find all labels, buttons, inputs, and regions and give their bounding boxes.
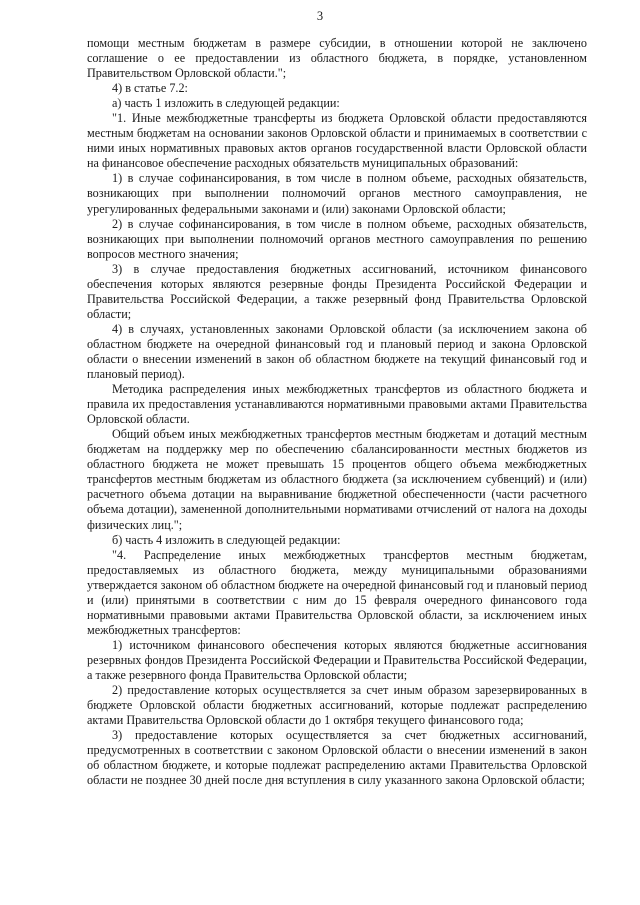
paragraph: 3) в случае предоставления бюджетных ассигнований, источником финансового обеспечения которых являются резервные фонды Президента Российской Федерации и Правительства Российской Федерации, а также резервный фонд Правительства Орловской области; — [87, 261, 587, 321]
paragraph: "4. Распределение иных межбюджетных трансфертов местным бюджетам, предоставляемых из областного бюджета, между муниципальными образованиями утверждается законом об областном бюджете на очередной финансовый год и плановый период и (или) принятыми в соответствии с ним до 15 февраля очередного финансового года нормативными правовыми актами Правительства Орловской области, за исключением иных межбюджетных трансфертов: — [87, 547, 587, 637]
paragraph: "1. Иные межбюджетные трансферты из бюджета Орловской области предоставляются местным бюджетам на основании законов Орловской области и принимаемых в соответствии с ними иных нормативных правовых актов органов государственной власти Орловской области на финансовое обеспечение расходных обязательств муниципальных образований: — [87, 111, 587, 171]
paragraph: 1) источником финансового обеспечения которых являются бюджетные ассигнования резервных фондов Президента Российской Федерации и Правительства Российской Федерации, а также резервного фонда Правительства Орловской области; — [87, 637, 587, 682]
paragraph: а) часть 1 изложить в следующей редакции: — [112, 96, 340, 111]
paragraph: 3) предоставление которых осуществляется за счет бюджетных ассигнований, предусмотренных в соответствии с законом Орловской области о внесении изменений в закон об областном бюджете, и которые подлежат распределению актами Правительства Орловской области не позднее 30 дней после дня вступления в силу указанного закона Орловской области; — [87, 728, 587, 788]
page-number: 3 — [316, 9, 324, 23]
paragraph: 2) в случае софинансирования, в том числе в полном объеме, расходных обязательств, возникающих при выполнении полномочий органов местного самоуправления по решению вопросов местного значения; — [87, 216, 587, 261]
paragraph: 1) в случае софинансирования, в том числе в полном объеме, расходных обязательств, возникающих при выполнении полномочий органов местного самоуправления, не урегулированных федеральными законами и (или) законами Орловской области; — [87, 171, 587, 216]
document-body — [87, 36, 587, 788]
paragraph: 4) в случаях, установленных законами Орловской области (за исключением закона об областном бюджете на очередной финансовый год и плановый период и закона Орловской области о внесении изменений в закон об областном бюджете на текущий финансовый год и плановый период). — [87, 321, 587, 382]
paragraph: Методика распределения иных межбюджетных трансфертов из областного бюджета и правила их предоставления устанавливаются нормативными правовыми актами Правительства Орловской области. — [87, 382, 587, 427]
paragraph: б) часть 4 изложить в следующей редакции: — [112, 532, 341, 547]
paragraph: 4) в статье 7.2: — [112, 81, 188, 96]
paragraph: помощи местным бюджетам в размере субсидии, в отношении которой не заключено соглашение о ее предоставлении из областного бюджета, в порядке, установленном Правительством Орловской области."; — [87, 36, 587, 81]
paragraph: Общий объем иных межбюджетных трансфертов местным бюджетам и дотаций местным бюджетам на поддержку мер по обеспечению сбалансированности местных бюджетов из областного бюджета не может превышать 15 процентов общего объема межбюджетных трансфертов местным бюджетам из областного бюджета (за исключением субвенций) и (или) расчетного объема дотации на выравнивание бюджетной обеспеченности (части расчетного объема дотации), замененной дополнительными нормативами отчислений от налога на доходы физических лиц."; — [87, 427, 587, 532]
paragraph: 2) предоставление которых осуществляется за счет иным образом зарезервированных в бюджете Орловской области бюджетных ассигнований, которые подлежат распределению актами Правительства Орловской области до 1 октября текущего финансового года; — [87, 683, 587, 728]
